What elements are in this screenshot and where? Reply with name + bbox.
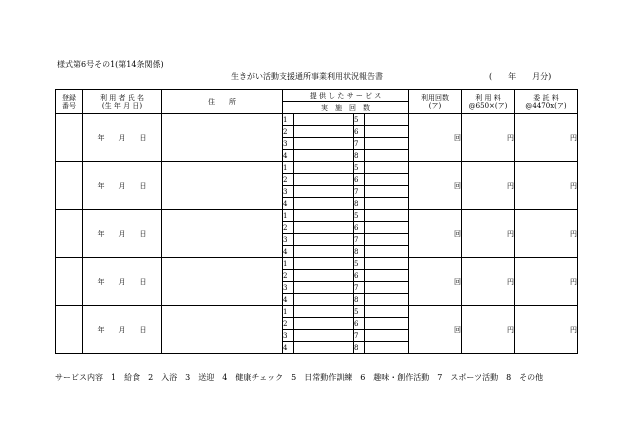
service-days-cell[interactable] <box>365 222 409 234</box>
service-number: 4 <box>283 246 294 258</box>
form-code: 様式第6号その1(第14条関係) <box>57 60 164 69</box>
service-number: 2 <box>283 126 294 138</box>
birthdate-label: 年 月 日 <box>97 325 147 334</box>
service-number: 2 <box>283 318 294 330</box>
birthdate-label: 年 月 日 <box>97 277 147 286</box>
service-number: 7 <box>354 282 365 294</box>
service-days-cell[interactable] <box>294 234 354 246</box>
service-number: 8 <box>354 342 365 354</box>
service-number: 1 <box>283 162 294 174</box>
address-cell[interactable] <box>162 114 283 162</box>
service-number: 1 <box>283 258 294 270</box>
service-days-cell[interactable] <box>365 258 409 270</box>
user-header: 利 用 者 氏 名 (生 年 月 日) <box>83 90 162 114</box>
service-days-cell[interactable] <box>294 294 354 306</box>
usage-fee-cell[interactable]: 円 <box>462 162 515 210</box>
service-number: 5 <box>354 258 365 270</box>
user-name-birthdate-cell[interactable] <box>83 210 162 258</box>
reg-no-cell[interactable] <box>56 258 83 306</box>
consign-fee-cell[interactable]: 円 <box>515 114 578 162</box>
service-days-cell[interactable] <box>294 258 354 270</box>
service-number: 5 <box>354 162 365 174</box>
service-days-cell[interactable] <box>294 126 354 138</box>
report-period: ( 年 月分) <box>489 72 552 81</box>
service-days-cell[interactable] <box>294 222 354 234</box>
service-days-cell[interactable] <box>294 306 354 318</box>
service-number: 7 <box>354 234 365 246</box>
service-days-cell[interactable] <box>365 114 409 126</box>
service-days-cell[interactable] <box>365 318 409 330</box>
usage-fee-cell[interactable]: 円 <box>462 114 515 162</box>
service-days-cell[interactable] <box>365 210 409 222</box>
service-days-cell[interactable] <box>294 210 354 222</box>
service-days-cell[interactable] <box>294 162 354 174</box>
service-days-cell[interactable] <box>294 138 354 150</box>
service-number: 3 <box>283 234 294 246</box>
service-days-cell[interactable] <box>294 282 354 294</box>
address-cell[interactable] <box>162 162 283 210</box>
service-days-cell[interactable] <box>365 162 409 174</box>
service-provided-header: 提 供 し た サ ー ビ ス <box>283 90 409 102</box>
service-days-cell[interactable] <box>365 126 409 138</box>
service-number: 5 <box>354 210 365 222</box>
usage-count-cell[interactable]: 回 <box>409 306 462 354</box>
birthdate-label: 年 月 日 <box>97 229 147 238</box>
usage-count-cell[interactable]: 回 <box>409 162 462 210</box>
service-number: 8 <box>354 198 365 210</box>
reg-no-cell[interactable] <box>56 306 83 354</box>
service-days-cell[interactable] <box>294 246 354 258</box>
user-name-birthdate-cell[interactable] <box>83 114 162 162</box>
service-days-cell[interactable] <box>365 306 409 318</box>
service-number: 5 <box>354 306 365 318</box>
service-days-cell[interactable] <box>294 330 354 342</box>
usage-count-cell[interactable]: 回 <box>409 258 462 306</box>
service-number: 4 <box>283 150 294 162</box>
consign-fee-cell[interactable]: 円 <box>515 162 578 210</box>
service-number: 8 <box>354 294 365 306</box>
service-number: 7 <box>354 330 365 342</box>
header-row-1 <box>56 90 578 102</box>
service-days-cell[interactable] <box>294 174 354 186</box>
service-days-cell[interactable] <box>365 246 409 258</box>
usage-fee-header: 利 用 料 @650×(ア) <box>462 90 515 114</box>
service-number: 8 <box>354 150 365 162</box>
service-number: 3 <box>283 186 294 198</box>
service-number: 3 <box>283 330 294 342</box>
usage-fee-cell[interactable]: 円 <box>462 258 515 306</box>
service-days-cell[interactable] <box>365 270 409 282</box>
service-days-cell[interactable] <box>365 174 409 186</box>
service-days-cell[interactable] <box>294 114 354 126</box>
service-days-cell[interactable] <box>365 138 409 150</box>
service-days-cell[interactable] <box>365 342 409 354</box>
reg-no-header: 登録 番号 <box>56 90 83 114</box>
address-cell[interactable] <box>162 210 283 258</box>
service-days-cell[interactable] <box>365 282 409 294</box>
service-number: 3 <box>283 282 294 294</box>
service-days-cell[interactable] <box>294 150 354 162</box>
usage-count-cell[interactable]: 回 <box>409 114 462 162</box>
service-number: 3 <box>283 138 294 150</box>
service-number: 6 <box>354 126 365 138</box>
address-cell[interactable] <box>162 306 283 354</box>
birthdate-label: 年 月 日 <box>97 181 147 190</box>
usage-count-cell[interactable]: 回 <box>409 210 462 258</box>
service-number: 2 <box>283 174 294 186</box>
record-row <box>56 258 578 270</box>
service-number: 6 <box>354 222 365 234</box>
reg-no-cell[interactable] <box>56 210 83 258</box>
service-days-cell[interactable] <box>294 198 354 210</box>
service-number: 7 <box>354 138 365 150</box>
record-row <box>56 210 578 222</box>
service-number: 1 <box>283 114 294 126</box>
service-number: 2 <box>283 222 294 234</box>
service-number: 7 <box>354 186 365 198</box>
report-title: 生きがい活動支援通所事業利用状況報告書 <box>231 72 383 81</box>
consign-fee-cell[interactable]: 円 <box>515 210 578 258</box>
usage-count-header: 利用回数 (ア) <box>409 90 462 114</box>
consign-fee-cell[interactable]: 円 <box>515 258 578 306</box>
service-number: 8 <box>354 246 365 258</box>
user-name-birthdate-cell[interactable] <box>83 306 162 354</box>
service-days-header: 実 施 回 数 <box>283 102 409 114</box>
address-header: 住 所 <box>162 90 283 114</box>
service-days-cell[interactable] <box>294 270 354 282</box>
service-number: 6 <box>354 174 365 186</box>
record-row <box>56 162 578 174</box>
service-number: 4 <box>283 198 294 210</box>
user-name-birthdate-cell[interactable] <box>83 162 162 210</box>
service-number: 6 <box>354 318 365 330</box>
service-days-cell[interactable] <box>365 198 409 210</box>
service-days-cell[interactable] <box>365 294 409 306</box>
service-number: 5 <box>354 114 365 126</box>
usage-report-table <box>55 89 578 354</box>
record-row <box>56 306 578 318</box>
reg-no-cell[interactable] <box>56 114 83 162</box>
consign-fee-header: 委 託 料 @4470x(ア) <box>515 90 578 114</box>
service-days-cell[interactable] <box>294 186 354 198</box>
record-row <box>56 114 578 126</box>
usage-fee-cell[interactable]: 円 <box>462 306 515 354</box>
service-number: 1 <box>283 306 294 318</box>
user-name-birthdate-cell[interactable] <box>83 258 162 306</box>
birthdate-label: 年 月 日 <box>97 133 147 142</box>
service-days-cell[interactable] <box>294 342 354 354</box>
service-days-cell[interactable] <box>294 318 354 330</box>
service-days-cell[interactable] <box>365 186 409 198</box>
service-days-cell[interactable] <box>365 234 409 246</box>
service-number: 4 <box>283 294 294 306</box>
consign-fee-cell[interactable]: 円 <box>515 306 578 354</box>
reg-no-cell[interactable] <box>56 162 83 210</box>
service-days-cell[interactable] <box>365 330 409 342</box>
service-number: 6 <box>354 270 365 282</box>
service-days-cell[interactable] <box>365 150 409 162</box>
service-legend: サービス内容 1 給食 2 入浴 3 送迎 4 健康チェック 5 日常動作訓練 6 趣味・創作活動 7 スポーツ活動 8 その他 <box>55 373 544 382</box>
service-number: 2 <box>283 270 294 282</box>
service-number: 4 <box>283 342 294 354</box>
service-number: 1 <box>283 210 294 222</box>
usage-fee-cell[interactable]: 円 <box>462 210 515 258</box>
address-cell[interactable] <box>162 258 283 306</box>
